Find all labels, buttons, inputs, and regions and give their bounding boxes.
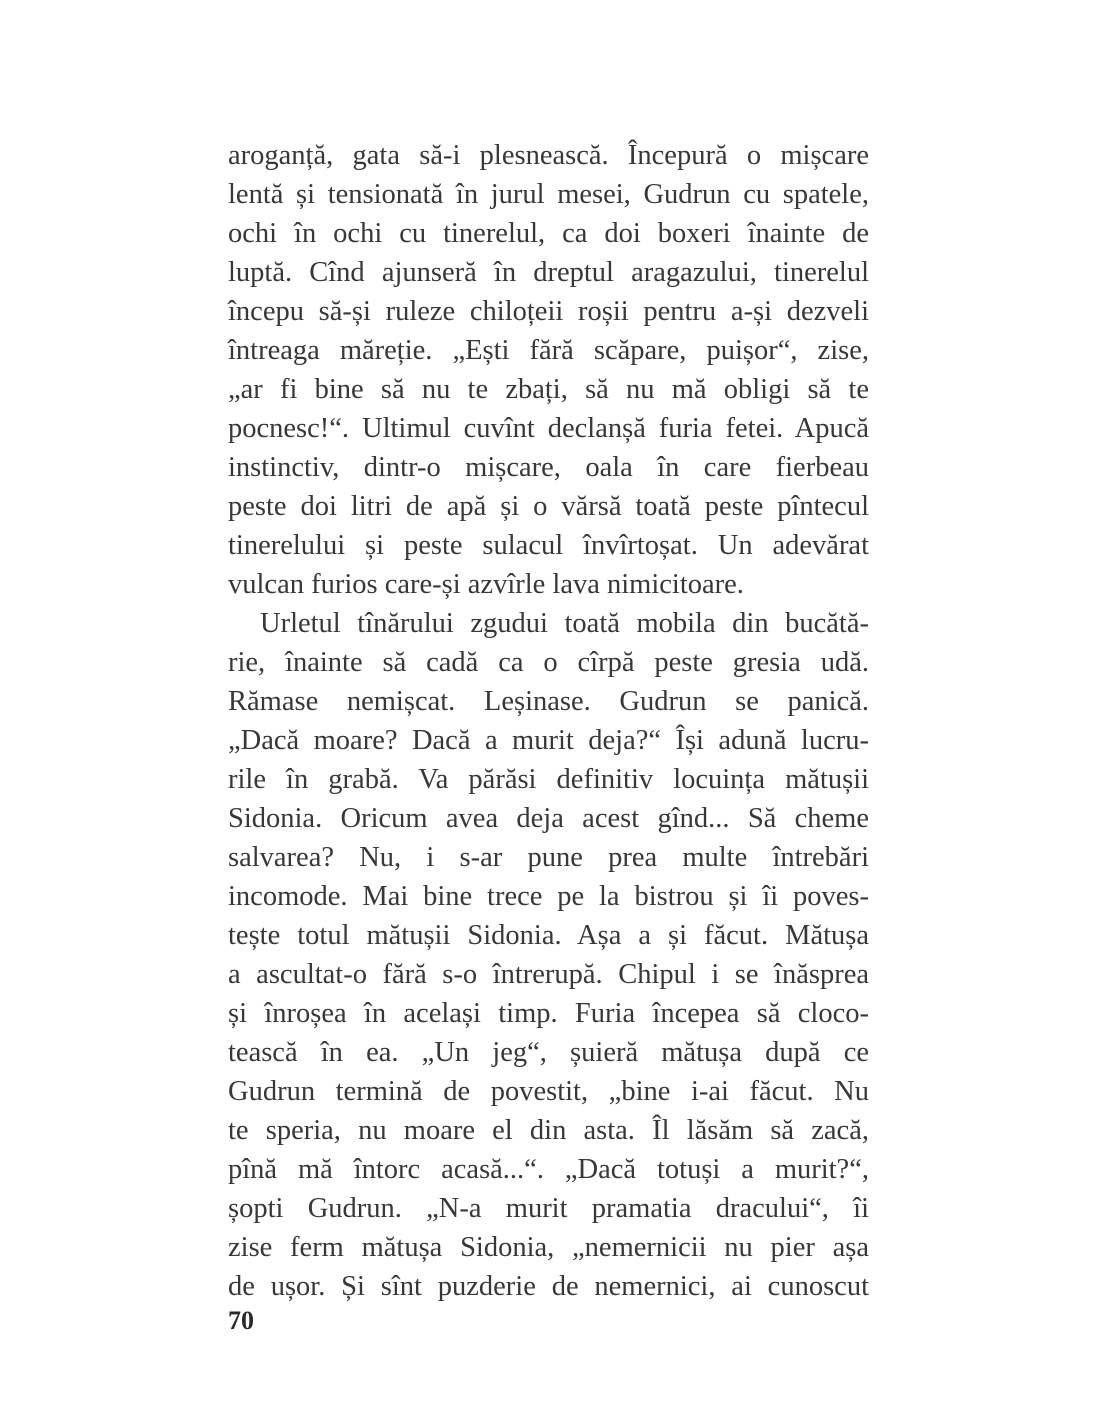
- text-line: pînă mă întorc acasă...“. „Dacă totuși a murit?“,: [228, 1154, 869, 1185]
- text-line: te speria, nu moare el din asta. Îl lăsăm să zacă,: [228, 1115, 869, 1146]
- text-line: a ascultat-o fără s-o întrerupă. Chipul i se înăsprea: [228, 959, 869, 990]
- text-line: vulcan furios care-și azvîrle lava nimicitoare.: [228, 569, 744, 600]
- text-line: rile în grabă. Va părăsi definitiv locuința mătușii: [228, 764, 869, 795]
- text-line: „ar fi bine să nu te zbați, să nu mă obligi să te: [228, 374, 869, 405]
- text-line: salvarea? Nu, i s-ar pune prea multe întrebări: [228, 842, 869, 873]
- text-line: Urletul tînărului zgudui toată mobila din bucătă-: [260, 608, 869, 639]
- text-line: tinerelului și peste sulacul învîrtoșat. Un adevărat: [228, 530, 869, 561]
- text-line: instinctiv, dintr-o mișcare, oala în care fierbeau: [228, 452, 869, 483]
- text-line: zise ferm mătușa Sidonia, „nemernicii nu pier așa: [228, 1232, 869, 1263]
- text-line: „Dacă moare? Dacă a murit deja?“ Își adună lucru-: [228, 725, 869, 756]
- text-line: Rămase nemișcat. Leșinase. Gudrun se panică.: [228, 686, 869, 717]
- text-line: Sidonia. Oricum avea deja acest gînd... Să cheme: [228, 803, 869, 834]
- text-line: Gudrun termină de povestit, „bine i-ai făcut. Nu: [228, 1076, 869, 1107]
- text-line: lentă și tensionată în jurul mesei, Gudrun cu spatele,: [228, 179, 869, 210]
- text-line: șopti Gudrun. „N-a murit pramatia dracului“, îi: [228, 1193, 869, 1224]
- text-line: luptă. Cînd ajunseră în dreptul aragazului, tinerelul: [228, 257, 869, 288]
- text-line: tească în ea. „Un jeg“, șuieră mătușa după ce: [228, 1037, 869, 1068]
- text-line: ochi în ochi cu tinerelul, ca doi boxeri înainte de: [228, 218, 869, 249]
- text-line: tește totul mătușii Sidonia. Așa a și făcut. Mătușa: [228, 920, 869, 951]
- text-line: peste doi litri de apă și o vărsă toată peste pîntecul: [228, 491, 869, 522]
- text-line: începu să-și ruleze chiloțeii roșii pentru a-și dezveli: [228, 296, 869, 327]
- page-number: 70: [228, 1306, 254, 1335]
- body-text: [228, 136, 869, 1306]
- text-line: aroganță, gata să-i plesnească. Începură o mișcare: [228, 140, 869, 171]
- text-line: incomode. Mai bine trece pe la bistrou și îi poves-: [228, 881, 869, 912]
- text-line: pocnesc!“. Ultimul cuvînt declanșă furia fetei. Apucă: [228, 413, 869, 444]
- text-line: de ușor. Și sînt puzderie de nemernici, ai cunoscut: [228, 1271, 869, 1302]
- text-line: rie, înainte să cadă ca o cîrpă peste gresia udă.: [228, 647, 869, 678]
- text-line: și înroșea în același timp. Furia începea să cloco-: [228, 998, 869, 1029]
- text-line: întreaga măreție. „Ești fără scăpare, puișor“, zise,: [228, 335, 869, 366]
